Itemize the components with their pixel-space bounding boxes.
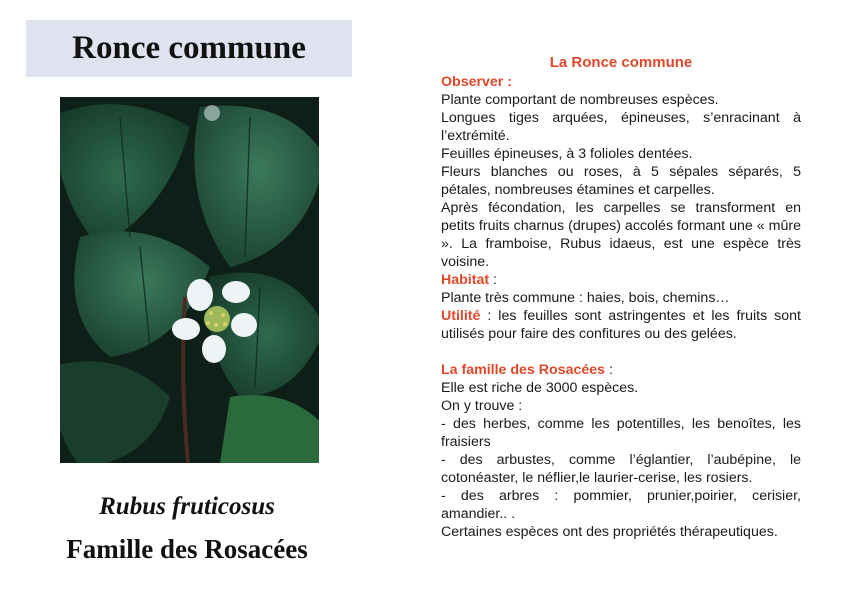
habitat-separator: : — [489, 272, 497, 288]
description-heading: La Ronce commune — [549, 54, 693, 71]
famille-item: - des arbustes, comme l’églantier, l’aubépine, le cotonéaster, le néflier,le laurier-cerise, les rosiers. — [441, 452, 801, 486]
famille-item: - des herbes, comme les potentilles, les benoîtes, les fraisiers — [441, 416, 801, 450]
famille-closing: Certaines espèces ont des propriétés thérapeutiques. — [441, 524, 778, 540]
famille-label: La famille des Rosacées — [441, 362, 606, 378]
observer-line: Longues tiges arquées, épineuses, s’enracinant à l’extrémité. — [441, 110, 801, 144]
habitat-heading — [441, 271, 801, 289]
description-column — [441, 54, 801, 541]
famille-intro: Elle est riche de 3000 espèces. — [441, 380, 639, 396]
famille-on-y-trouve: On y trouve : — [441, 398, 523, 414]
family-name: Famille des Rosacées — [66, 534, 308, 564]
utilite-label: Utilité — [441, 308, 481, 324]
bramble-illustration — [60, 97, 319, 463]
observer-line: Après fécondation, les carpelles se transforment en petits fruits charnus (drupes) accolés formant une « mûre ». La framboise, Rubus idaeus, est une espèce très voisine. — [441, 200, 801, 270]
habitat-text: Plante très commune : haies, bois, chemins… — [441, 290, 730, 306]
observer-line: Fleurs blanches ou roses, à 5 sépales séparés, 5 pétales, nombreuses étamines et carpelles. — [441, 164, 801, 198]
title-box — [26, 20, 352, 77]
page-title: Ronce commune — [72, 30, 306, 66]
utilite-text: : les feuilles sont astringentes et les fruits sont utilisés pour faire des confitures ou des gelées. — [441, 308, 801, 342]
spacer — [441, 343, 801, 361]
bramble-photo — [60, 97, 319, 463]
observer-label: Observer : — [441, 74, 512, 90]
famille-separator: : — [605, 362, 613, 378]
latin-name: Rubus fruticosus — [99, 493, 275, 520]
famille-item: - des arbres : pommier, prunier,poirier, cerisier, amandier.. . — [441, 488, 801, 522]
habitat-label: Habitat — [441, 272, 490, 288]
observer-line: Feuilles épineuses, à 3 folioles dentées. — [441, 146, 693, 162]
famille-heading — [441, 361, 801, 379]
utilite-paragraph — [441, 307, 801, 343]
observer-line: Plante comportant de nombreuses espèces. — [441, 92, 719, 108]
